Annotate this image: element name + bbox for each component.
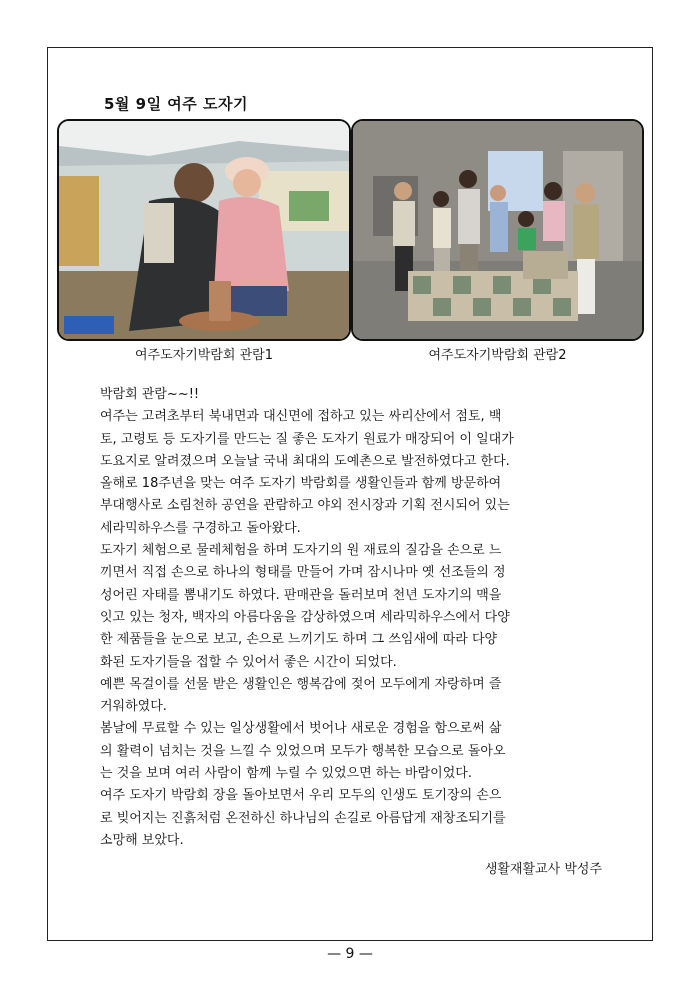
body-text-line: 토, 고령토 등 도자기를 만드는 질 좋은 도자기 원료가 매장되어 이 일대가 bbox=[100, 431, 514, 447]
body-text-line: 박람회 관람~~!! bbox=[100, 387, 200, 402]
body-text-line: 도자기 체험으로 물레체험을 하며 도자기의 원 재료의 질감을 손으로 느 bbox=[100, 543, 502, 559]
body-text-line: 여주는 고려초부터 북내면과 대신면에 접하고 있는 싸리산에서 점토, 백 bbox=[100, 409, 502, 425]
body-text-line: 봄날에 무료할 수 있는 일상생활에서 벗어나 새로운 경험을 함으로써 삶 bbox=[100, 721, 502, 737]
page-number: — 9 — bbox=[327, 946, 373, 962]
body-text-line: 올해로 18주년을 맞는 여주 도자기 박람회를 생활인들과 함께 방문하여 bbox=[100, 476, 502, 492]
body-text-line: 부대행사로 소림천하 공연을 관람하고 야외 전시장과 기획 전시되어 있는 bbox=[100, 498, 510, 514]
article-body bbox=[100, 384, 608, 852]
body-text-line: 거워하였다. bbox=[100, 699, 167, 715]
photo-pottery-wheel bbox=[57, 119, 351, 341]
body-text-line: 한 제품들을 눈으로 보고, 손으로 느끼기도 하며 그 쓰임새에 따라 다양 bbox=[100, 632, 498, 648]
body-text-line: 는 것을 보며 여러 사람이 함께 누릴 수 있었으면 하는 바람이었다. bbox=[100, 766, 472, 782]
photo-caption-1: 여주도자기박람회 관람1 bbox=[135, 348, 273, 363]
body-text-line: 세라믹하우스를 구경하고 돌아왔다. bbox=[100, 520, 301, 536]
body-text-line: 예쁜 목걸이를 선물 받은 생활인은 행복감에 젖어 모두에게 자랑하며 즐 bbox=[100, 676, 502, 692]
body-text-line: 여주 도자기 박람회 장을 돌아보면서 우리 모두의 인생도 토기장의 손으 bbox=[100, 788, 502, 804]
body-text-line: 화된 도자기들을 접할 수 있어서 좋은 시간이 되었다. bbox=[100, 654, 397, 670]
body-text-line: 잇고 있는 청자, 백자의 아름다움을 감상하였으며 세라믹하우스에서 다양 bbox=[100, 609, 510, 625]
author-signature: 생활재활교사 박성주 bbox=[484, 862, 602, 877]
section-heading: 5월 9일 여주 도자기 bbox=[104, 95, 248, 113]
body-text-line: 로 빚어지는 진흙처럼 온전하신 하나님의 손길로 아름답게 재창조되기를 bbox=[100, 810, 506, 826]
body-text-line: 끼면서 직접 손으로 하나의 형태를 만들어 가며 잠시나마 옛 선조들의 정 bbox=[100, 565, 506, 581]
body-text-line: 의 활력이 넘치는 것을 느낄 수 있었으며 모두가 행복한 모습으로 돌아오 bbox=[100, 743, 506, 759]
photo-group-ceramic-house-image bbox=[353, 121, 642, 339]
photo-caption-2: 여주도자기박람회 관람2 bbox=[428, 348, 567, 363]
photo-pottery-wheel-image bbox=[59, 121, 349, 339]
body-text-line: 소망해 보았다. bbox=[100, 832, 184, 848]
photo-group-ceramic-house bbox=[351, 119, 644, 341]
body-text-line: 도요지로 알려졌으며 오늘날 국내 최대의 도예촌으로 발전하였다고 한다. bbox=[100, 453, 510, 469]
body-text-line: 성어린 자태를 뽐내기도 하였다. 판매관을 돌러보며 천년 도자기의 맥을 bbox=[100, 587, 502, 603]
